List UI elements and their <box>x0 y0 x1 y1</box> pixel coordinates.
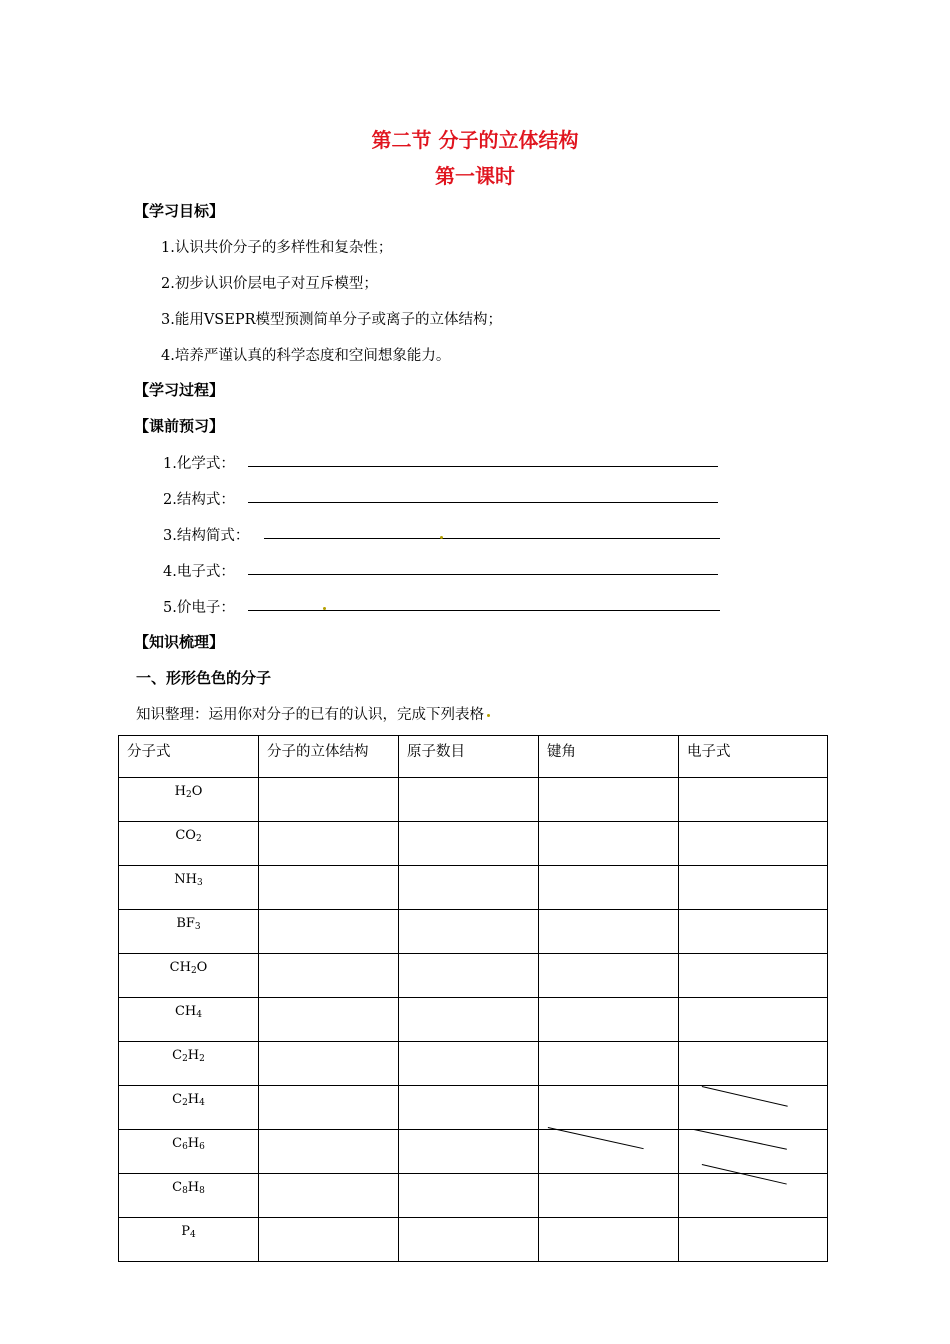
page-title: 第二节 分子的立体结构 <box>371 128 579 152</box>
formula-subscript: 2 <box>190 966 197 976</box>
molecule-formula <box>119 866 259 910</box>
formula-element: P <box>181 1224 190 1239</box>
table-row <box>119 954 828 998</box>
molecule-table <box>118 735 828 1262</box>
formula-subscript: 3 <box>196 878 203 888</box>
formula-subscript: 4 <box>199 1098 205 1108</box>
answer-blank[interactable] <box>248 574 718 575</box>
table-row <box>119 1042 828 1086</box>
answer-cell[interactable] <box>679 866 828 910</box>
table-row <box>119 1086 828 1130</box>
molecule-formula <box>119 910 259 954</box>
preview-item-valence: 5.价电子： <box>163 600 235 616</box>
formula-element: H <box>174 784 186 799</box>
preview-item-structural: 2.结构式： <box>163 492 235 508</box>
formula-element: O <box>196 960 208 975</box>
goal-item: 3.能用VSEPR模型预测简单分子或离子的立体结构； <box>161 312 502 328</box>
speck <box>487 714 490 717</box>
formula-element: C <box>172 1136 183 1151</box>
answer-cell[interactable] <box>259 778 399 822</box>
table-row <box>119 778 828 822</box>
page-subtitle: 第一课时 <box>435 164 515 188</box>
answer-cell[interactable] <box>539 1042 679 1086</box>
answer-cell[interactable] <box>399 1042 539 1086</box>
answer-cell[interactable] <box>539 822 679 866</box>
formula-element: H <box>187 1092 200 1107</box>
speck <box>440 536 443 539</box>
speck <box>323 607 326 610</box>
formula-subscript: 2 <box>182 1054 188 1064</box>
answer-cell[interactable] <box>679 1174 828 1218</box>
molecule-formula <box>119 1130 259 1174</box>
preview-heading: 【课前预习】 <box>134 417 225 435</box>
formula-element: C <box>172 1092 183 1107</box>
answer-cell[interactable] <box>399 866 539 910</box>
table-row <box>119 822 828 866</box>
formula-element: BF <box>176 916 195 931</box>
answer-cell[interactable] <box>259 1218 399 1262</box>
answer-cell[interactable] <box>399 1130 539 1174</box>
molecule-formula <box>119 998 259 1042</box>
answer-cell[interactable] <box>539 866 679 910</box>
answer-blank[interactable] <box>264 538 720 539</box>
answer-cell[interactable] <box>399 778 539 822</box>
formula-element: NH <box>174 872 197 887</box>
table-row <box>119 1130 828 1174</box>
table-header-row <box>119 736 828 778</box>
answer-cell[interactable] <box>259 954 399 998</box>
answer-cell[interactable] <box>399 1174 539 1218</box>
answer-cell[interactable] <box>259 1042 399 1086</box>
header-electron-formula: 电子式 <box>679 736 828 778</box>
answer-cell[interactable] <box>399 1086 539 1130</box>
answer-cell[interactable] <box>399 998 539 1042</box>
table-row <box>119 1174 828 1218</box>
preview-item-condensed: 3.结构简式： <box>163 528 250 544</box>
process-heading: 【学习过程】 <box>134 381 225 399</box>
header-atom-count: 原子数目 <box>399 736 539 778</box>
goal-item: 1.认识共价分子的多样性和复杂性； <box>161 240 393 256</box>
formula-subscript: 2 <box>199 1054 205 1064</box>
section-heading: 一、形形色色的分子 <box>136 669 272 687</box>
answer-cell[interactable] <box>679 778 828 822</box>
answer-cell[interactable] <box>259 1174 399 1218</box>
answer-cell[interactable] <box>539 1086 679 1130</box>
table-row <box>119 998 828 1042</box>
answer-blank[interactable] <box>248 502 718 503</box>
answer-cell[interactable] <box>399 910 539 954</box>
answer-cell[interactable] <box>259 866 399 910</box>
formula-element: C <box>172 1180 183 1195</box>
formula-subscript: 2 <box>185 790 192 800</box>
molecule-formula <box>119 1218 259 1262</box>
formula-subscript: 6 <box>199 1142 205 1152</box>
preview-item-electron: 4.电子式： <box>163 564 235 580</box>
formula-subscript: 2 <box>182 1098 188 1108</box>
answer-cell[interactable] <box>259 998 399 1042</box>
answer-cell[interactable] <box>259 910 399 954</box>
formula-element: C <box>172 1048 183 1063</box>
answer-cell[interactable] <box>259 822 399 866</box>
answer-cell[interactable] <box>399 822 539 866</box>
answer-blank[interactable] <box>248 466 718 467</box>
answer-cell[interactable] <box>399 1218 539 1262</box>
table-row <box>119 1218 828 1262</box>
answer-cell[interactable] <box>679 822 828 866</box>
answer-cell[interactable] <box>539 998 679 1042</box>
formula-element: H <box>187 1048 200 1063</box>
goal-item: 2.初步认识价层电子对互斥模型； <box>161 276 378 292</box>
answer-cell[interactable] <box>679 998 828 1042</box>
formula-element: O <box>191 784 203 799</box>
molecule-formula <box>119 1174 259 1218</box>
formula-subscript: 2 <box>195 834 202 844</box>
molecule-formula <box>119 954 259 998</box>
answer-cell[interactable] <box>679 954 828 998</box>
answer-cell[interactable] <box>259 1086 399 1130</box>
table-row <box>119 866 828 910</box>
answer-cell[interactable] <box>399 954 539 998</box>
answer-cell[interactable] <box>539 1130 679 1174</box>
answer-cell[interactable] <box>539 954 679 998</box>
formula-element: CO <box>175 828 196 843</box>
answer-cell[interactable] <box>259 1130 399 1174</box>
answer-cell[interactable] <box>679 1042 828 1086</box>
header-bond-angle: 键角 <box>539 736 679 778</box>
goals-heading: 【学习目标】 <box>134 202 225 220</box>
formula-subscript: 8 <box>182 1186 188 1196</box>
knowledge-heading: 【知识梳理】 <box>134 633 225 651</box>
answer-cell[interactable] <box>679 1130 828 1174</box>
formula-subscript: 4 <box>190 1230 196 1240</box>
answer-cell[interactable] <box>679 1086 828 1130</box>
answer-blank[interactable] <box>248 610 720 611</box>
formula-element: H <box>187 1136 200 1151</box>
answer-cell[interactable] <box>539 910 679 954</box>
formula-subscript: 8 <box>199 1186 205 1196</box>
answer-cell[interactable] <box>679 910 828 954</box>
answer-cell[interactable] <box>679 1218 828 1262</box>
formula-element: CH <box>174 1004 197 1019</box>
table-row <box>119 910 828 954</box>
answer-cell[interactable] <box>539 1218 679 1262</box>
instruction-text: 知识整理：运用你对分子的已有的认识，完成下列表格 <box>136 707 484 723</box>
answer-cell[interactable] <box>539 778 679 822</box>
molecule-formula <box>119 778 259 822</box>
formula-subscript: 3 <box>194 922 201 932</box>
formula-element: CH <box>169 960 191 975</box>
molecule-formula <box>119 822 259 866</box>
formula-subscript: 6 <box>182 1142 188 1152</box>
molecule-formula <box>119 1086 259 1130</box>
molecule-formula <box>119 1042 259 1086</box>
formula-subscript: 4 <box>196 1010 203 1020</box>
header-formula: 分子式 <box>119 736 259 778</box>
preview-item-formula: 1.化学式： <box>163 456 235 472</box>
header-structure: 分子的立体结构 <box>259 736 399 778</box>
formula-element: H <box>187 1180 200 1195</box>
goal-item: 4.培养严谨认真的科学态度和空间想象能力。 <box>161 348 451 364</box>
answer-cell[interactable] <box>539 1174 679 1218</box>
